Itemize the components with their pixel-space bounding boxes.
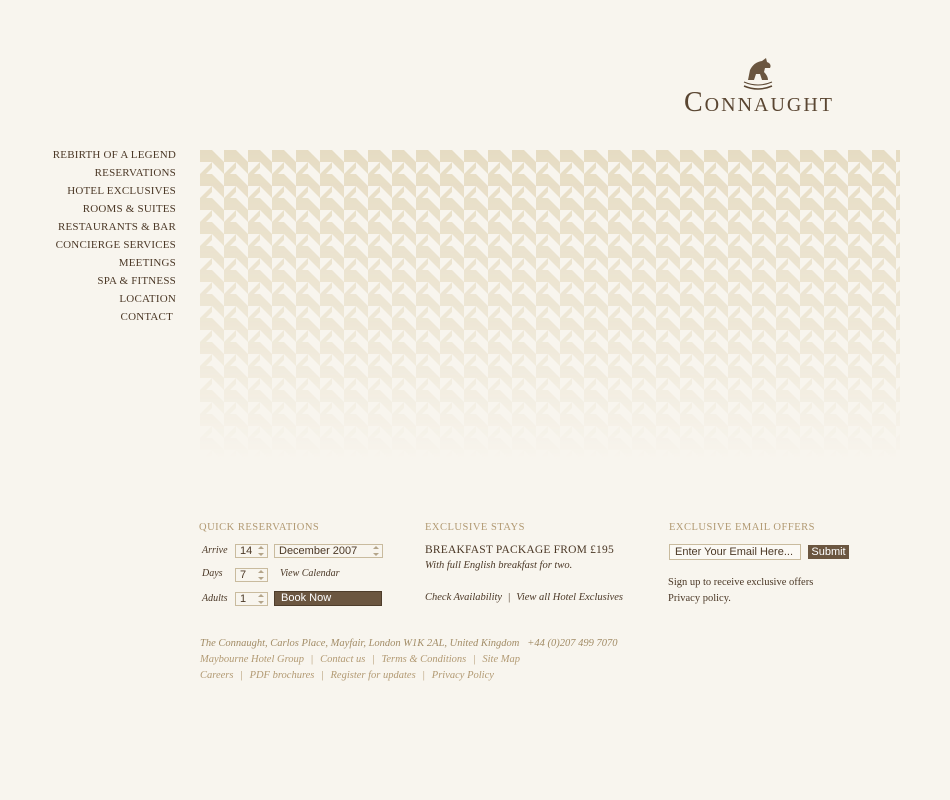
arrive-day-select[interactable]: 14: [235, 544, 268, 558]
separator: |: [311, 654, 314, 665]
quick-reservations-title: QUICK RESERVATIONS: [199, 522, 320, 533]
nav-item-hotel-exclusives[interactable]: HOTEL EXCLUSIVES: [67, 185, 176, 197]
footer-link-sitemap[interactable]: Site Map: [482, 654, 520, 665]
footer-link-register[interactable]: Register for updates: [330, 670, 416, 681]
footer-link-pdf[interactable]: PDF brochures: [249, 670, 315, 681]
nav-item-reservations[interactable]: RESERVATIONS: [94, 167, 176, 179]
footer-address-row: [200, 636, 900, 652]
nav-item-spa-fitness[interactable]: SPA & FITNESS: [97, 275, 176, 287]
exclusive-stays-title: EXCLUSIVE STAYS: [425, 522, 525, 533]
footer-link-careers[interactable]: Careers: [200, 670, 234, 681]
main-nav: [40, 146, 176, 326]
privacy-policy-link[interactable]: Privacy policy.: [668, 593, 731, 604]
email-signup-note: Sign up to receive exclusive offers: [668, 577, 814, 588]
package-title[interactable]: BREAKFAST PACKAGE FROM £195: [425, 544, 614, 556]
footer-link-privacy[interactable]: Privacy Policy: [431, 670, 494, 681]
arrive-label: Arrive: [202, 545, 228, 556]
adults-select[interactable]: 1: [235, 592, 268, 606]
brand-name: Connaught: [684, 87, 834, 118]
spinner-icon: [373, 546, 380, 556]
footer-address: The Connaught, Carlos Place, Mayfair, London W1K 2AL, United Kingdom: [200, 638, 520, 649]
adults-label: Adults: [202, 593, 228, 604]
package-description: With full English breakfast for two.: [425, 560, 573, 571]
days-label: Days: [202, 568, 223, 579]
nav-item-restaurants-bar[interactable]: RESTAURANTS & BAR: [57, 221, 176, 233]
book-now-button[interactable]: Book Now: [274, 591, 382, 606]
nav-item-contact[interactable]: CONTACT: [120, 311, 173, 323]
email-offers-title: EXCLUSIVE EMAIL OFFERS: [669, 522, 815, 533]
spinner-icon: [258, 594, 265, 604]
view-calendar-link[interactable]: View Calendar: [280, 568, 340, 579]
brand-logo[interactable]: [664, 56, 854, 126]
nav-item-location[interactable]: LOCATION: [119, 293, 176, 305]
footer-links-row-2: [200, 668, 900, 684]
footer: [200, 636, 900, 684]
separator: |: [321, 670, 324, 681]
separator: |: [473, 654, 476, 665]
email-input[interactable]: Enter Your Email Here...: [669, 544, 801, 560]
footer-link-terms[interactable]: Terms & Conditions: [381, 654, 467, 665]
separator: |: [372, 654, 375, 665]
submit-button[interactable]: Submit: [808, 545, 849, 559]
check-availability-link[interactable]: Check Availability: [425, 592, 503, 603]
view-all-exclusives-link[interactable]: View all Hotel Exclusives: [516, 592, 624, 603]
separator: |: [240, 670, 243, 681]
nav-item-concierge[interactable]: CONCIERGE SERVICES: [55, 239, 176, 251]
stays-links: [425, 592, 623, 603]
nav-item-meetings[interactable]: MEETINGS: [118, 257, 176, 269]
spinner-icon: [258, 546, 265, 556]
spinner-icon: [258, 570, 265, 580]
footer-phone: +44 (0)207 499 7070: [527, 638, 618, 649]
footer-links-row-1: [200, 652, 900, 668]
separator: |: [508, 592, 511, 603]
footer-link-contact[interactable]: Contact us: [320, 654, 366, 665]
hero-pattern: [200, 150, 900, 460]
footer-link-maybourne[interactable]: Maybourne Hotel Group: [200, 654, 305, 665]
nav-item-rooms-suites[interactable]: ROOMS & SUITES: [82, 203, 176, 215]
arrive-month-select[interactable]: December 2007: [274, 544, 383, 558]
separator: |: [422, 670, 425, 681]
nav-item-rebirth[interactable]: REBIRTH OF A LEGEND: [52, 149, 176, 161]
days-select[interactable]: 7: [235, 568, 268, 582]
